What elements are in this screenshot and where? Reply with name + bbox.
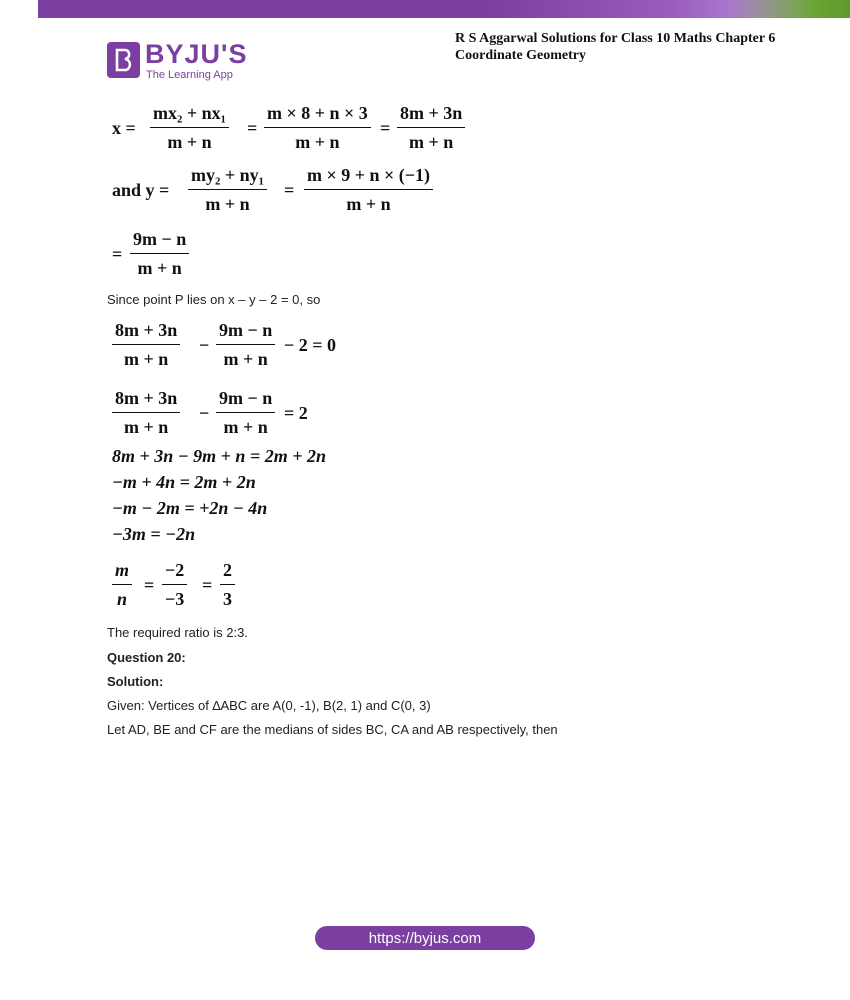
x-lhs: x = <box>112 118 136 138</box>
eq2-fraction-a: $\frac{8m + 3n}{m + n}$ <box>112 388 180 438</box>
x-fraction-3: $\frac{8m + 3n}{m + n}$ <box>397 103 465 153</box>
medians-text: Let AD, BE and CF are the medians of sides BC, CA and AB respectively, then <box>107 722 558 737</box>
brand-name: BYJU'S <box>145 39 248 69</box>
x-fraction-2: $\frac{m \times 8 + n \times 3}{m + n}$ <box>264 103 371 153</box>
eq1-fraction-b: $\frac{9m - n}{m + n}$ <box>216 320 275 370</box>
x-equation: x = $\frac{\text{mx₂ + nx₁}}{m + n}$ = $\frac{m \times 8 + n \times 3}{m + n}$ = $\frac{8m + 3n}{m + n}$ <box>112 103 512 163</box>
ratio-equation: $\frac{m}{n}$ = $\frac{-2}{-3}$ = $\frac{2}{3}$ <box>112 560 312 620</box>
y-fraction-1: $\frac{\text{my₂ + ny₁}}{m + n}$ <box>188 165 267 215</box>
step-line-4: −3m = −2n <box>112 524 196 544</box>
eq2-fraction-b: $\frac{9m - n}{m + n}$ <box>216 388 275 438</box>
title-line-1: R S Aggarwal Solutions for Class 10 Maths Chapter 6 <box>455 31 776 46</box>
y-fraction-3: $\frac{9m - n}{m + n}$ <box>130 229 189 279</box>
given-text: Given: Vertices of ∆ABC are A(0, -1), B(2, 1) and C(0, 3) <box>107 698 431 713</box>
y-result: = $\frac{9m - n}{m + n}$ <box>112 229 312 289</box>
step-line-2: −m + 4n = 2m + 2n <box>112 472 256 492</box>
byjus-logo <box>107 39 267 86</box>
y-lhs: and y = <box>112 180 170 200</box>
title-line-2: Coordinate Geometry <box>455 48 587 63</box>
logo-icon <box>107 42 140 78</box>
document-title <box>455 30 775 64</box>
ratio-fraction-a: $\frac{m}{n}$ <box>112 560 132 610</box>
footer-url-link[interactable]: https://byjus.com <box>315 926 535 950</box>
top-banner-accent <box>730 0 850 18</box>
since-text: Since point P lies on x – y – 2 = 0, so <box>107 292 321 307</box>
y-fraction-2: $\frac{m \times 9 + n \times (-1)}{m + n}$ <box>304 165 433 215</box>
step-line-1: 8m + 3n − 9m + n = 2m + 2n <box>112 446 326 466</box>
question-heading: Question 20: <box>107 650 186 665</box>
solution-heading: Solution: <box>107 674 164 689</box>
y-equation: and y = $\frac{\text{my₂ + ny₁}}{m + n}$ = $\frac{m \times 9 + n \times (-1)}{m + n}$ <box>112 165 512 225</box>
rearranged-equation: $\frac{8m + 3n}{m + n}$ − $\frac{9m - n}{m + n}$ = 2 <box>112 388 412 448</box>
ratio-fraction-b: $\frac{-2}{-3}$ <box>162 560 187 610</box>
x-fraction-1: $\frac{\text{mx₂ + nx₁}}{m + n}$ <box>150 103 229 153</box>
step-line-3: −m − 2m = +2n − 4n <box>112 498 268 518</box>
brand-tagline: The Learning App <box>146 69 233 81</box>
top-banner-bar <box>38 0 850 18</box>
eq1-fraction-a: $\frac{8m + 3n}{m + n}$ <box>112 320 180 370</box>
ratio-fraction-c: $\frac{2}{3}$ <box>220 560 235 610</box>
substitution-equation: $\frac{8m + 3n}{m + n}$ − $\frac{9m - n}{m + n}$ − 2 = 0 <box>112 320 412 380</box>
required-ratio-text: The required ratio is 2:3. <box>107 625 248 640</box>
